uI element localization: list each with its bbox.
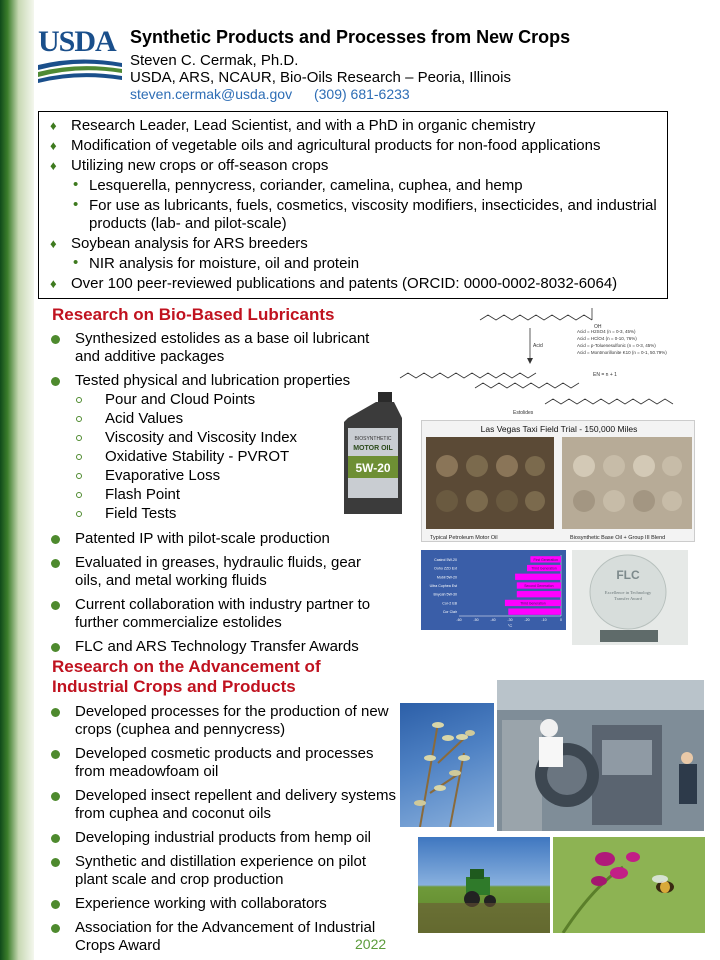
bottle-grade: 5W-20	[355, 461, 391, 475]
chart-tick-label: -20	[524, 618, 530, 622]
chart-tick-label: -10	[541, 618, 547, 622]
summary-item: ♦ Research Leader, Lead Scientist, and with a PhD in organic chemistry	[50, 117, 536, 134]
oh-label: OH	[594, 324, 602, 330]
chart-category-label: Cor-2 EB	[442, 601, 457, 606]
contact-line	[130, 86, 428, 102]
diamond-bullet-icon: ♦	[50, 118, 57, 133]
caption-petroleum: Typical Petroleum Motor Oil	[430, 535, 498, 541]
chart-annotation: Third Generation	[531, 566, 557, 571]
pour-point-chart	[421, 550, 566, 630]
diamond-bullet-icon: ♦	[50, 138, 57, 153]
tractor-field-photo	[418, 837, 550, 933]
author-affiliation: USDA, ARS, NCAUR, Bio-Oils Research – Peoria, Illinois	[130, 69, 511, 86]
chart-tick-label: -60	[456, 618, 462, 622]
condition-4: Acid = Montmorillonite K10 (n = 0-1, 50.79%)	[577, 350, 667, 355]
list-item: Synthetic and distillation experience on pilot plant scale and crop production	[50, 853, 400, 889]
summary-box	[38, 111, 668, 299]
summary-subitem: • For use as lubricants, fuels, cosmetics, viscosity modifiers, insecticides, and industrial products (lab- and pilot-scale)	[73, 196, 657, 232]
chart-annotation: First Generation	[533, 557, 558, 562]
estolide-reaction-scheme	[395, 300, 685, 415]
list-item: Synthesized estolides as a base oil lubricant and additive packages	[50, 330, 395, 366]
diamond-bullet-icon: ♦	[50, 158, 57, 173]
chart-category-label: Mobil 5W-20	[436, 575, 457, 580]
usda-logo: USDA	[38, 27, 122, 85]
year-label: 2022	[355, 936, 387, 952]
poster-title: Synthetic Products and Processes from New Crops	[130, 27, 571, 47]
dot-bullet-icon: •	[73, 196, 79, 213]
author-name: Steven C. Cermak, Ph.D.	[130, 52, 299, 69]
field-trial-image	[421, 420, 695, 542]
list-item: FLC and ARS Technology Transfer Awards	[50, 638, 400, 656]
dot-bullet-icon: •	[73, 176, 79, 193]
bee-flower-photo	[553, 837, 705, 933]
list-item: Tested physical and lubrication properties	[50, 372, 400, 390]
list-item: Experience working with collaborators	[50, 895, 400, 913]
email-link[interactable]: steven.cermak@usda.gov	[130, 86, 293, 102]
diamond-bullet-icon: ♦	[50, 276, 57, 291]
list-item: Developing industrial products from hemp oil	[50, 829, 400, 847]
chart-bar	[508, 608, 561, 614]
phone-number: (309) 681-6233	[313, 86, 410, 102]
en-label: EN = n + 1	[593, 372, 617, 378]
chart-x-label: °C	[507, 623, 513, 628]
sub-list-item: Evaporative Loss	[50, 467, 400, 485]
list-item: Current collaboration with industry partner to further commercialize estolides	[50, 596, 395, 632]
sub-list-item: Oxidative Stability - PVROT	[50, 448, 400, 466]
list-item: Developed cosmetic products and processes from meadowfoam oil	[50, 745, 400, 781]
chart-annotation: Second Generation	[524, 583, 554, 588]
summary-item: ♦ Soybean analysis for ARS breeders	[50, 235, 308, 252]
list-item: Patented IP with pilot-scale production	[50, 530, 400, 548]
chart-category-label: Ooho ZZD Ext	[434, 566, 457, 571]
bottle-brand: BIOSYNTHETIC	[354, 436, 392, 442]
summary-item: ♦ Modification of vegetable oils and agricultural products for non-food applications	[50, 137, 601, 154]
sub-list-item: Viscosity and Viscosity Index	[50, 429, 400, 447]
award-line-1: Excellence in Technology	[604, 590, 652, 595]
dot-bullet-icon: •	[73, 254, 79, 271]
sub-list-item: Acid Values	[50, 410, 400, 428]
list-item: Association for the Advancement of Industrial Crops Award	[50, 919, 400, 955]
acid-label: Acid	[533, 343, 543, 349]
lubricants-heading: Research on Bio-Based Lubricants	[52, 305, 335, 324]
summary-subitem: • Lesquerella, pennycress, coriander, camelina, cuphea, and hemp	[73, 176, 523, 194]
estolides-label: Estolides	[513, 410, 534, 415]
chart-bar	[515, 574, 561, 580]
diamond-bullet-icon: ♦	[50, 236, 57, 251]
condition-3: Acid = p-Toluenesulfonic (n = 0-3, 45%)	[577, 343, 656, 348]
award-line-2: Transfer Award	[614, 596, 642, 601]
chart-tick-label: -30	[507, 618, 513, 622]
cuphea-plant-photo	[400, 703, 494, 827]
list-item: Evaluated in greases, hydraulic fluids, gear oils, and metal working fluids	[50, 554, 390, 590]
summary-item: ♦ Over 100 peer-reviewed publications and patents (ORCID: 0000-0002-8032-6064)	[50, 275, 618, 292]
summary-item: ♦ Utilizing new crops or off-season crops	[50, 157, 329, 174]
chart-category-label: Ultra Cuphea Est	[429, 584, 457, 588]
chart-bar	[517, 591, 561, 597]
caption-biosynthetic: Biosynthetic Base Oil + Group III Blend	[570, 535, 666, 541]
crops-list	[50, 703, 400, 955]
chart-annotation: Third Generation	[520, 601, 546, 606]
decorative-side-bar	[0, 0, 34, 960]
flc-award-image	[572, 550, 688, 645]
list-item: Developed processes for the production of new crops (cuphea and pennycress)	[50, 703, 400, 739]
motor-oil-bottle-image	[338, 388, 408, 520]
chart-category-label: Bnycah 5W-30	[433, 592, 457, 597]
crops-heading: Research on the Advancement of Industrial Crops and Products	[52, 657, 321, 696]
sub-list-item: Field Tests	[50, 505, 400, 523]
chart-tick-label: -40	[490, 618, 496, 622]
award-logo-text: FLC	[616, 568, 640, 582]
sub-list-item: Flash Point	[50, 486, 400, 504]
bottle-product: MOTOR OIL	[353, 445, 393, 452]
chart-tick-label: 0	[560, 618, 562, 622]
chart-tick-label: -50	[473, 618, 479, 622]
field-trial-title: Las Vegas Taxi Field Trial - 150,000 Miles	[480, 424, 638, 434]
list-item: Developed insect repellent and delivery systems from cuphea and coconut oils	[50, 787, 400, 823]
summary-subitem: • NIR analysis for moisture, oil and protein	[73, 254, 360, 272]
condition-2: Acid = HClO4 (n = 0-10, 76%)	[577, 336, 637, 341]
sub-list-item: Pour and Cloud Points	[50, 391, 400, 409]
condition-1: Acid = H2SO4 (n = 0-3, 45%)	[577, 329, 636, 334]
chart-category-label: Cor Clair	[442, 610, 457, 615]
pilot-plant-photo	[497, 680, 704, 831]
chart-category-label: Castrol 5W-20	[434, 557, 457, 562]
